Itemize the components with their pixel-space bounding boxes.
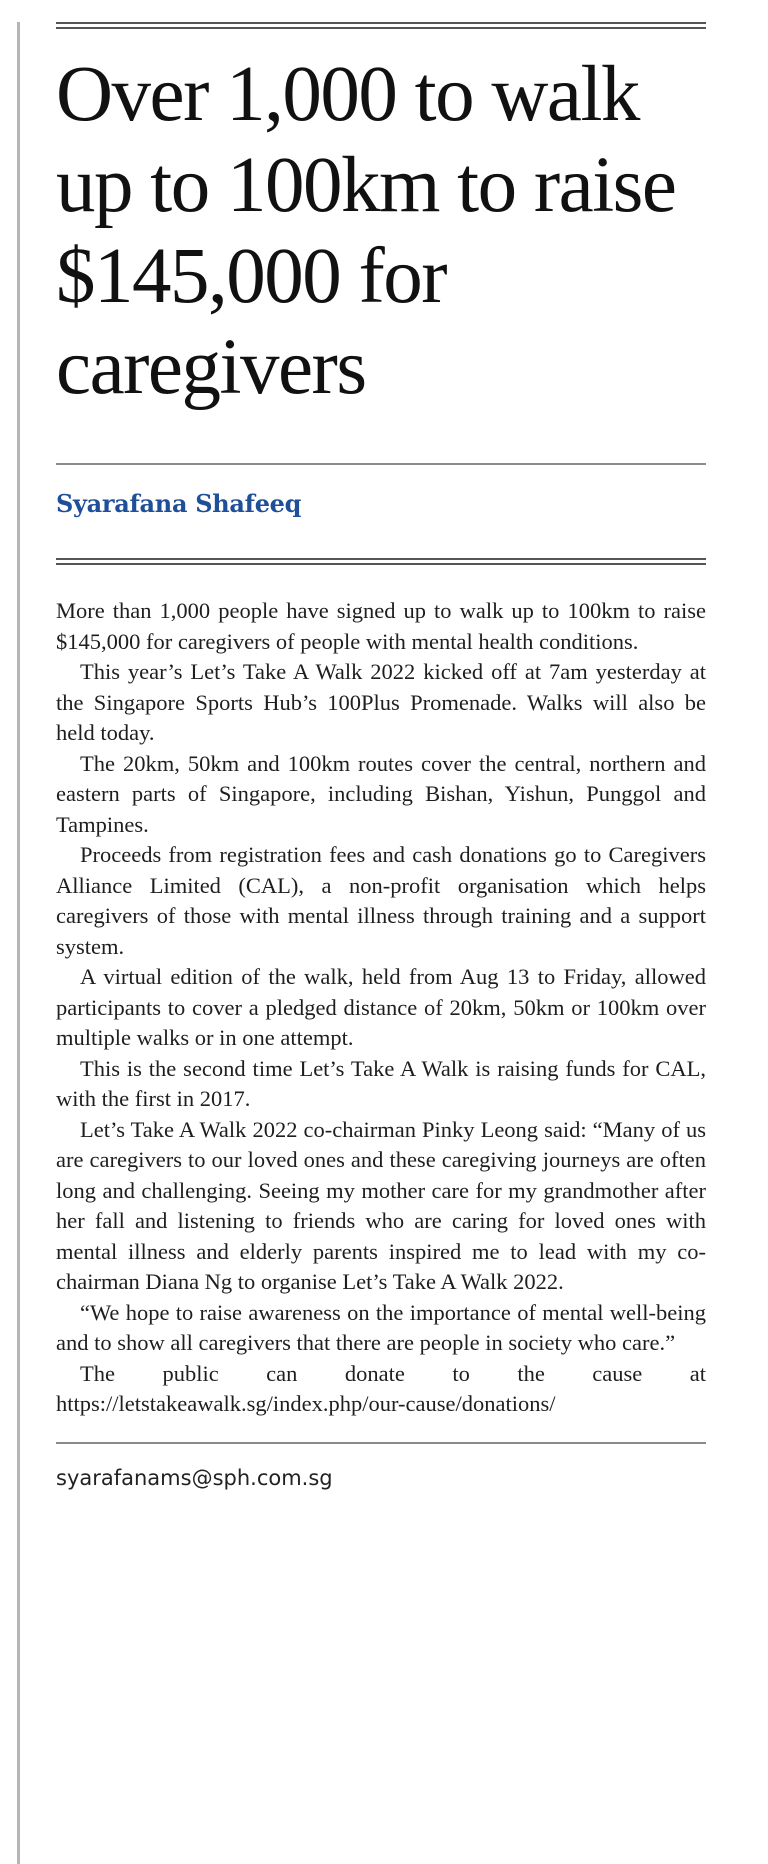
headline: Over 1,000 to walk up to 100km to raise $145,000 for caregivers (56, 51, 676, 411)
column-divider (17, 22, 20, 1864)
paragraph-donation-link: The public can donate to the cause at https://letstakeawalk.sg/index.php/our-cause/donations/ (56, 1360, 706, 1416)
byline-top-rule (56, 463, 706, 465)
paragraph: Let’s Take A Walk 2022 co-chairman Pinky Leong said: “Many of us are caregivers to our loved ones and these caregiving journeys are often long and challenging. Seeing my mother care for my grandmother after her fall and listening to friends who are caring for loved ones with mental illness and elderly parents inspired me to lead with my co-chairman Diana Ng to organise Let’s Take A Walk 2022. (56, 1116, 706, 1294)
top-double-rule (56, 22, 706, 29)
article-body (56, 596, 706, 1420)
paragraph: “We hope to raise awareness on the importance of mental well-being and to show all caregivers that there are people in society who care.” (56, 1299, 706, 1355)
article (56, 0, 706, 1490)
byline: Syarafana Shafeeq (56, 489, 302, 518)
byline-bottom-double-rule (56, 558, 706, 565)
paragraph: More than 1,000 people have signed up to walk up to 100km to raise $145,000 for caregivers of people with mental health conditions. (56, 598, 706, 654)
paragraph: The 20km, 50km and 100km routes cover the central, northern and eastern parts of Singapore, including Bishan, Yishun, Punggol and Tampines. (56, 750, 706, 837)
paragraph: This year’s Let’s Take A Walk 2022 kicked off at 7am yesterday at the Singapore Sports Hub’s 100Plus Promenade. Walks will also be held today. (56, 659, 706, 745)
email-top-rule (56, 1442, 706, 1444)
paragraph: This is the second time Let’s Take A Walk is raising funds for CAL, with the first in 2017. (56, 1055, 706, 1111)
author-email: syarafanams@sph.com.sg (56, 1465, 333, 1490)
paragraph: A virtual edition of the walk, held from Aug 13 to Friday, allowed participants to cover a pledged distance of 20km, 50km or 100km over multiple walks or in one attempt. (56, 964, 706, 1050)
paragraph: Proceeds from registration fees and cash donations go to Caregivers Alliance Limited (CAL), a non-profit organisation which helps caregivers of those with mental illness through training and a support system. (56, 842, 706, 959)
